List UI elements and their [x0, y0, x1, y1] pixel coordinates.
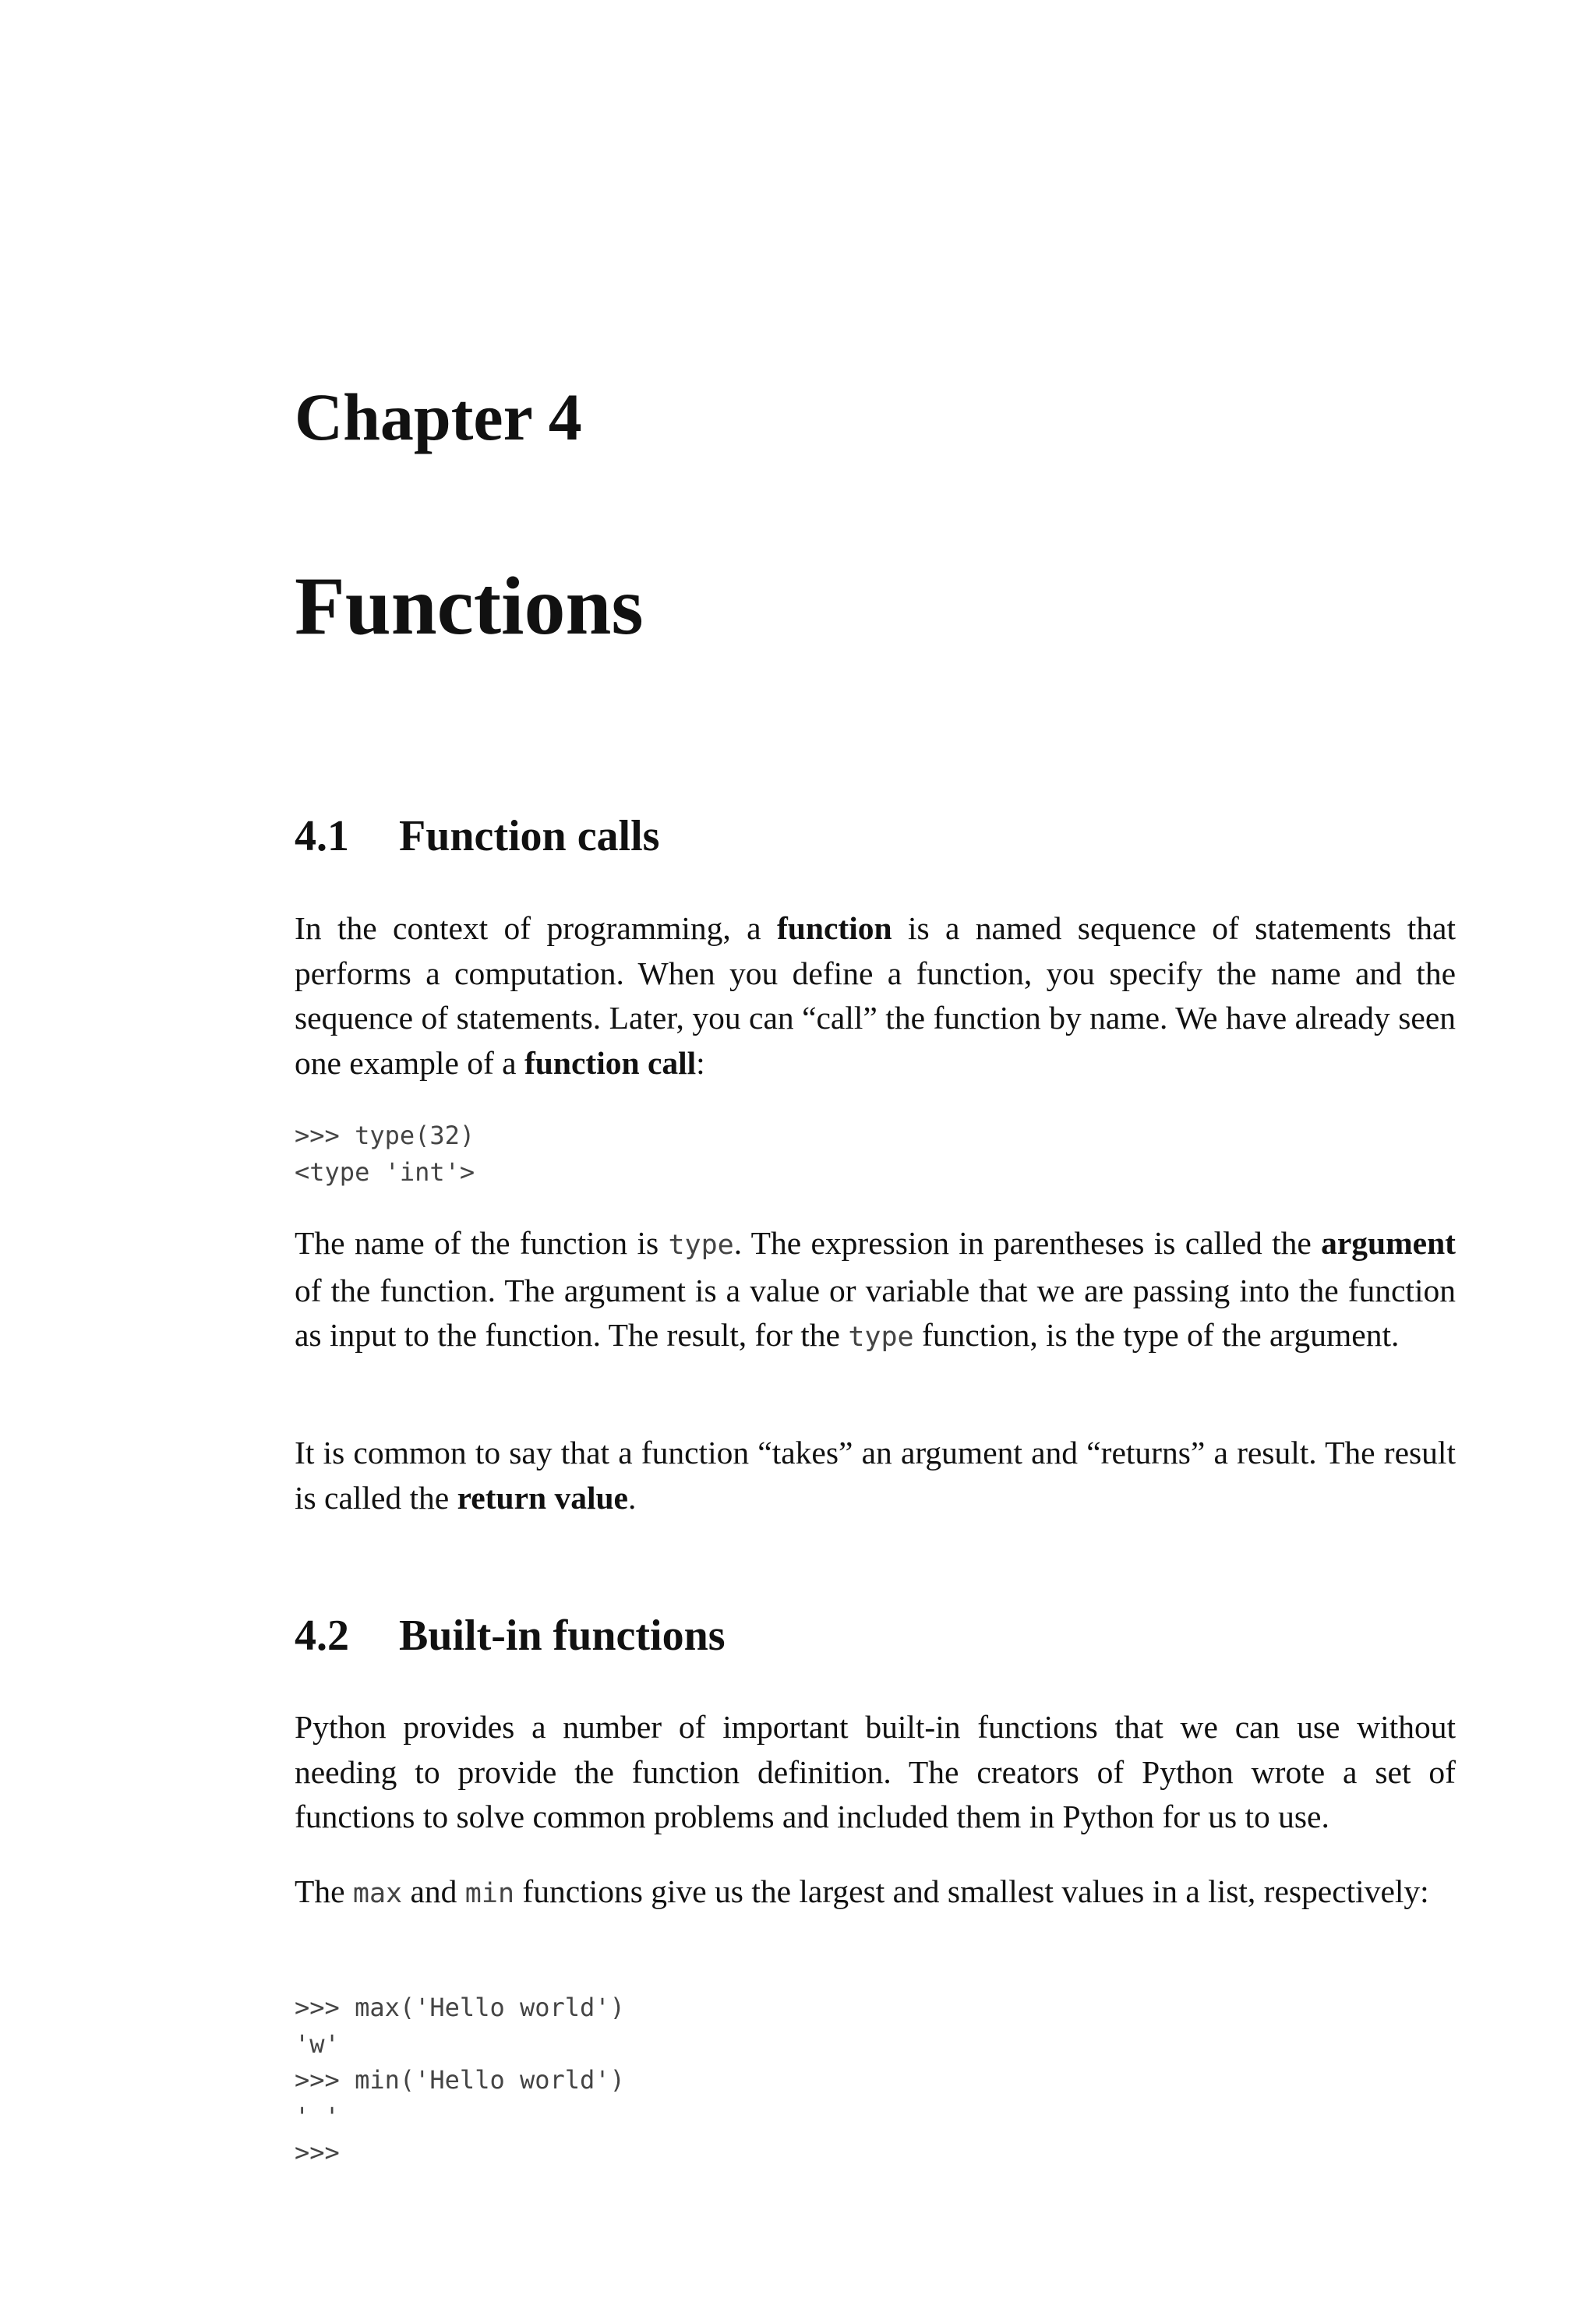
paragraph-return-value: [295, 1431, 1456, 1520]
text-run: :: [696, 1044, 705, 1081]
code-line: >>>: [295, 2138, 340, 2167]
bold-term-return-value: return value: [457, 1479, 628, 1516]
paragraph-built-in-intro: Python provides a number of important built-in functions that we can use without needing to provide the function definition. The creators of Python wrote a set of functions to solve common problems and included them in Python for us to use.: [295, 1709, 1456, 1834]
code-line: 'w': [295, 2028, 340, 2059]
chapter-title: Functions: [295, 560, 644, 651]
code-line: ' ': [295, 2101, 340, 2131]
section-title: Function calls: [399, 812, 660, 860]
code-line: >>> min('Hello world'): [295, 2065, 625, 2095]
text-run: .: [627, 1479, 637, 1516]
inline-code-max: max: [352, 1878, 403, 1909]
code-block-type-example: [295, 1117, 475, 1190]
section-heading-function-calls: [295, 814, 659, 858]
code-line: <type 'int'>: [295, 1156, 475, 1187]
section-title: Built-in functions: [399, 1612, 726, 1660]
inline-code-min: min: [464, 1878, 515, 1909]
paragraph-max-min: [295, 1869, 1456, 1917]
section-heading-built-in-functions: [295, 1614, 726, 1658]
text-run: function, is the type of the argument.: [913, 1317, 1400, 1353]
code-block-max-min-example: [295, 1989, 625, 2171]
paragraph-argument: [295, 1221, 1456, 1361]
code-line: >>> max('Hello world'): [295, 1993, 625, 2022]
text-run: is a named sequence of statements that performs a computation. When you define a function, you specify the name and the sequence of statements. Later, you can “call” the function by name. We have already seen one example of a: [295, 910, 1456, 1081]
inline-code-type: type: [668, 1230, 734, 1261]
section-number: 4.2: [295, 1612, 349, 1660]
bold-term-function: function: [776, 910, 892, 946]
code-line: >>> type(32): [295, 1121, 475, 1150]
text-run: . The expression in parentheses is called the: [733, 1225, 1322, 1261]
chapter-label: Chapter 4: [295, 380, 582, 454]
bold-term-function-call: function call: [524, 1044, 697, 1081]
text-run: In the context of programming, a: [295, 910, 777, 946]
text-run: The name of the function is: [295, 1225, 669, 1261]
text-run: functions give us the largest and smallest values in a list, respectively:: [514, 1873, 1429, 1909]
section-number: 4.1: [295, 812, 349, 860]
bold-term-argument: argument: [1321, 1225, 1456, 1261]
paragraph-function-definition: [295, 906, 1456, 1086]
text-run: of the function. The argument is a value or variable that we are passing into the function as input to the function. The result, for the: [295, 1272, 1456, 1353]
text-run: It is common to say that a function “takes” an argument and “returns” a result. The result is called the: [295, 1435, 1456, 1516]
text-run: The: [295, 1873, 353, 1909]
inline-code-type: type: [848, 1322, 914, 1353]
text-run: and: [402, 1873, 465, 1909]
